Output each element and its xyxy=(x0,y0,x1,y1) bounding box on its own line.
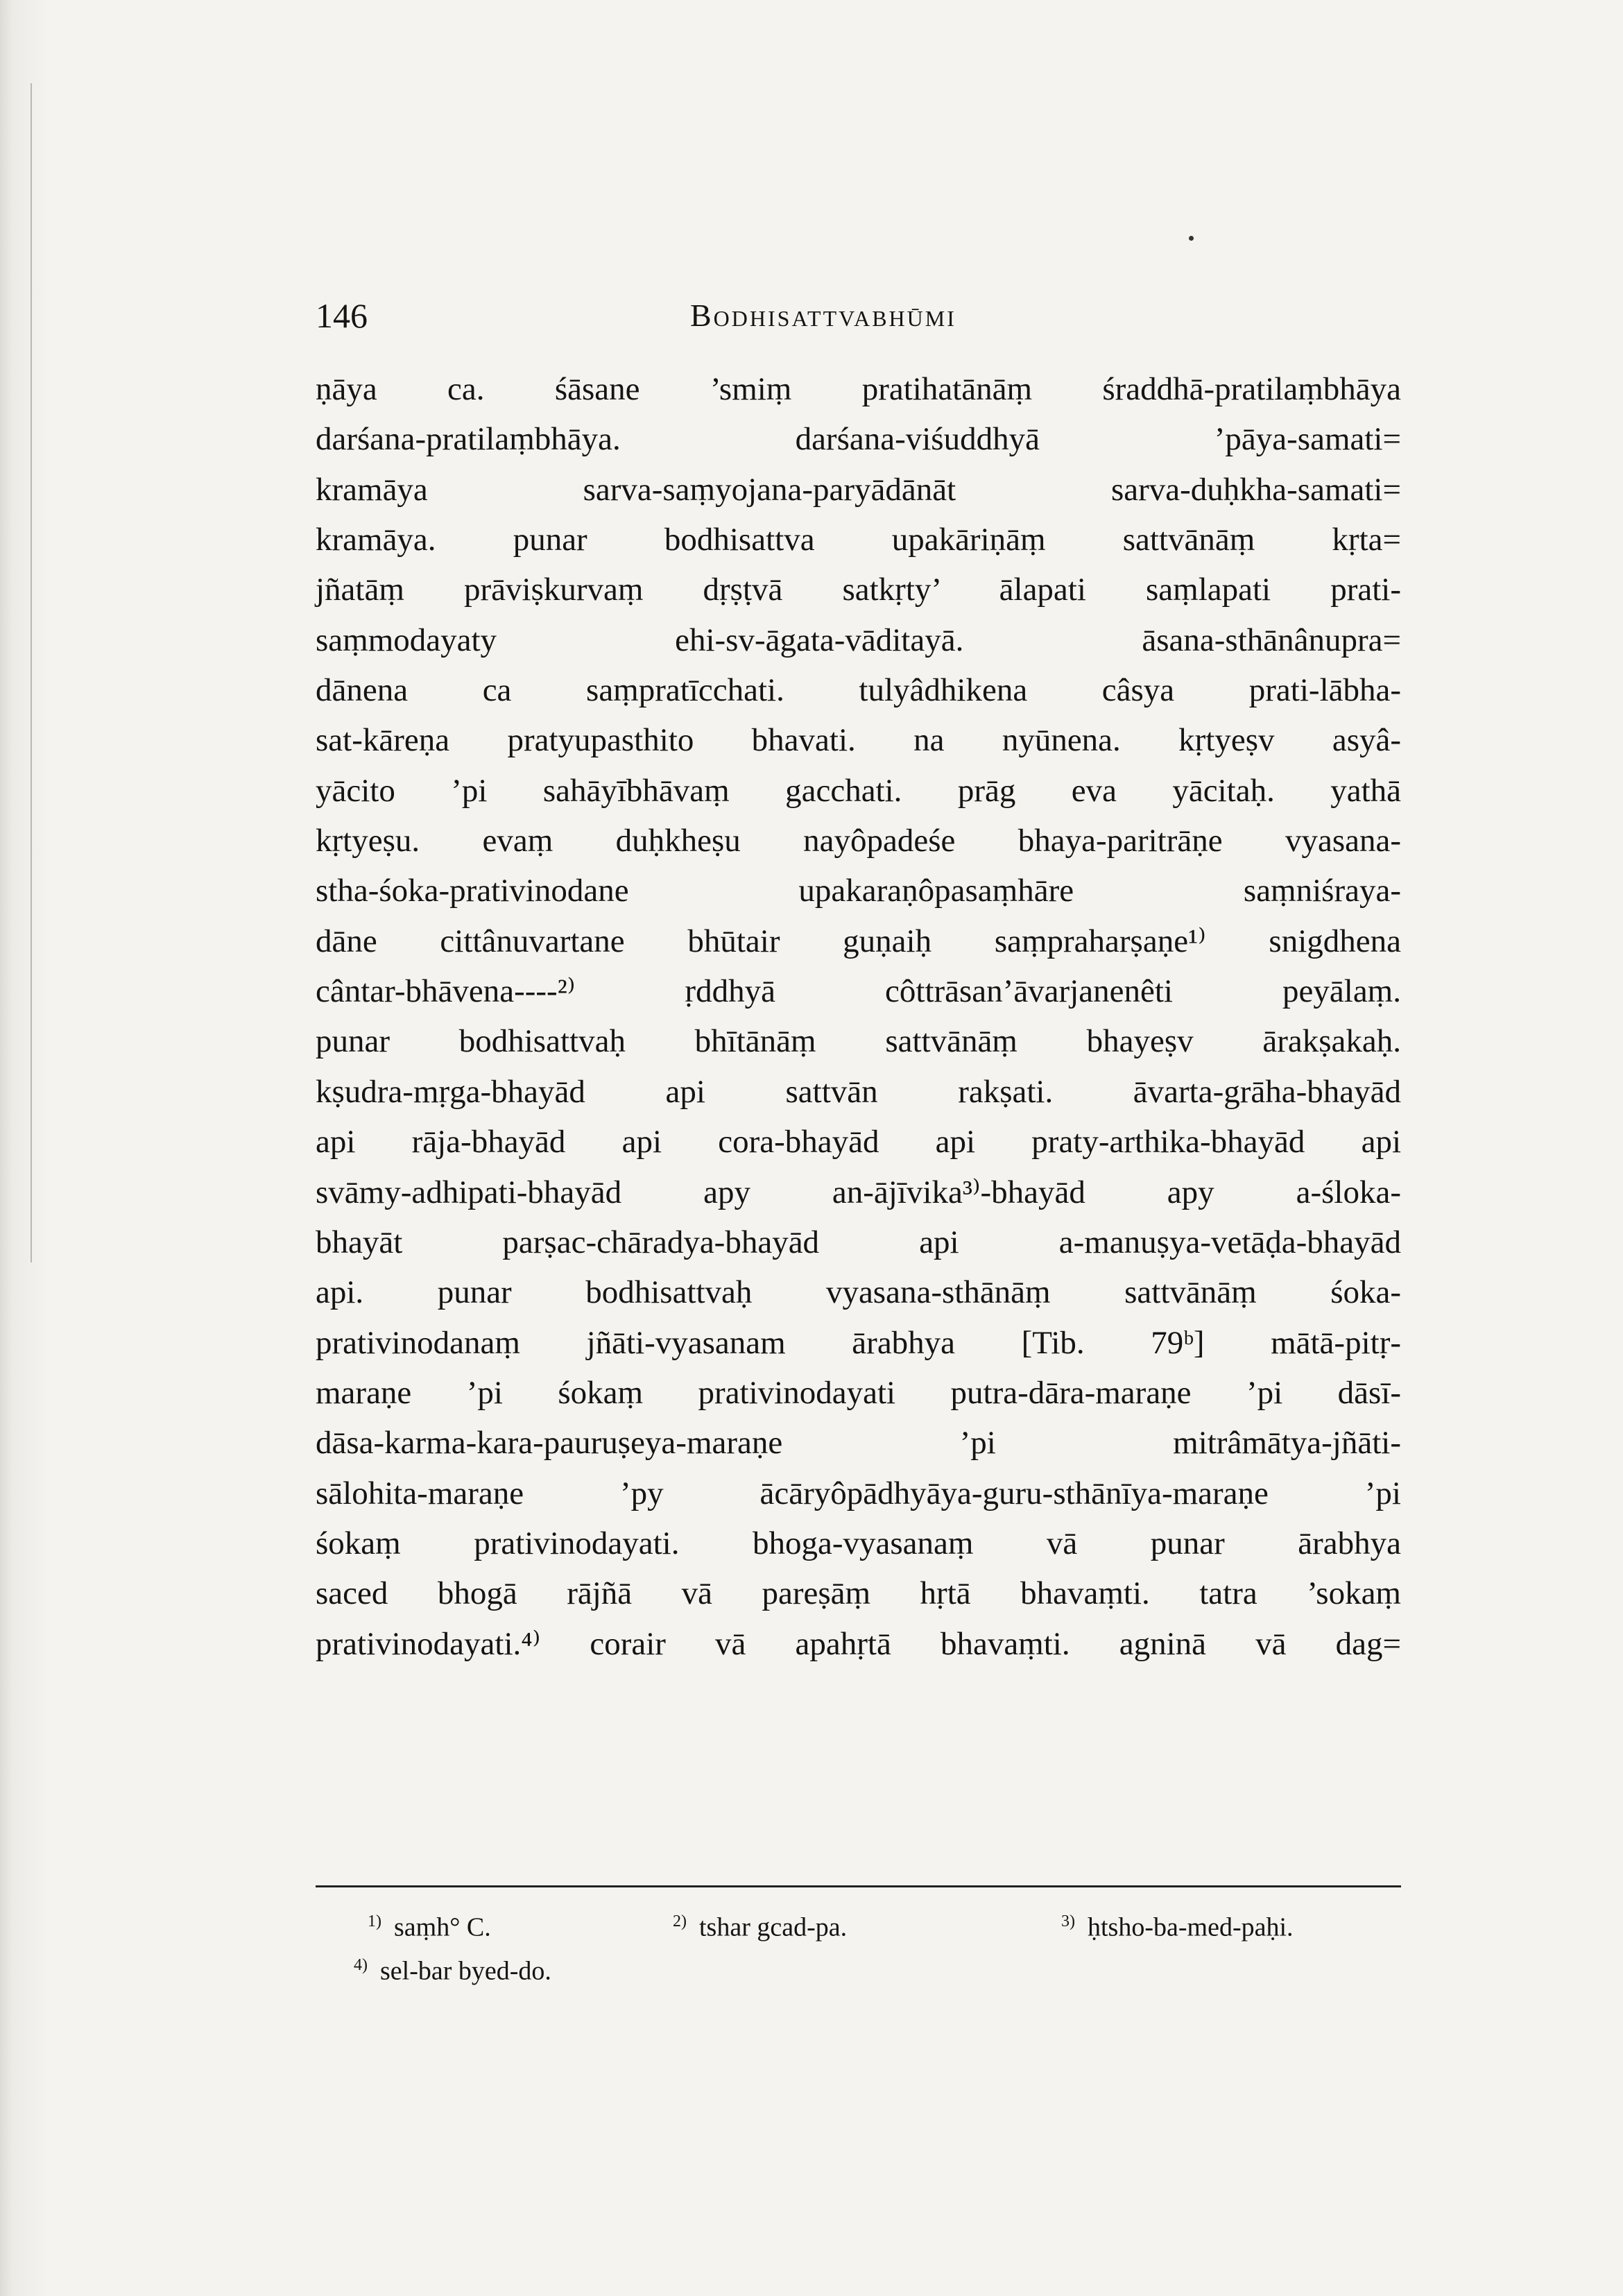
text-line: kṣudra-mṛga-bhayād api sattvān rakṣati. āvarta-grāha-bhayād xyxy=(316,1073,1401,1110)
text-line: api rāja-bhayād api cora-bhayād api praty-arthika-bhayād api xyxy=(316,1124,1401,1160)
text-line: saṃmodayaty ehi-sv-āgata-vāditayā. āsana-sthānânupra= xyxy=(316,622,1401,658)
text-line: jñatāṃ prāviṣkurvaṃ dṛṣṭvā satkṛty’ ālapati saṃlapati prati- xyxy=(316,572,1401,608)
text-line: maraṇe ’pi śokaṃ prativinodayati putra-dāra-maraṇe ’pi dāsī- xyxy=(316,1374,1401,1411)
text-line: darśana-pratilaṃbhāya. darśana-viśuddhyā ’pāya-samati= xyxy=(316,421,1401,458)
footnote-3-mark: 3) xyxy=(1061,1912,1075,1930)
text-line: prativinodanaṃ jñāti-vyasanam ārabhya [Tib. 79ᵇ] mātā-pitṛ- xyxy=(316,1324,1401,1361)
footnote-separator-rule xyxy=(316,1885,1401,1887)
text-line: prativinodayati.⁴⁾ corair vā apahṛtā bhavaṃti. agninā vā dag= xyxy=(316,1625,1401,1662)
text-line: śokaṃ prativinodayati. bhoga-vyasanaṃ vā punar ārabhya xyxy=(316,1525,1401,1561)
text-line: stha-śoka-prativinodane upakaraṇôpasaṃhāre saṃniśraya- xyxy=(316,873,1401,909)
text-line: saced bhogā rājñā vā pareṣāṃ hṛtā bhavaṃti. tatra ’sokaṃ xyxy=(316,1575,1401,1612)
body-text xyxy=(316,364,1401,1669)
footnote-2 xyxy=(673,1904,847,1945)
text-line: sālohita-maraṇe ’py ācāryôpādhyāya-guru-sthānīya-maraṇe ’pi xyxy=(316,1475,1401,1511)
page-number: 146 xyxy=(316,296,368,335)
binding-edge-line xyxy=(31,83,32,1262)
text-line: kramāya. punar bodhisattva upakāriṇāṃ sattvānāṃ kṛta= xyxy=(316,522,1401,558)
ink-speck xyxy=(1189,236,1194,241)
text-line: kṛtyeṣu. evaṃ duḥkheṣu nayôpadeśe bhaya-paritrāṇe vyasana- xyxy=(316,823,1401,859)
text-line: punar bodhisattvaḥ bhītānāṃ sattvānāṃ bhayeṣv ārakṣakaḥ. xyxy=(316,1023,1401,1060)
text-line: svāmy-adhipati-bhayād apy an-ājīvika³⁾-bhayād apy a-śloka- xyxy=(316,1174,1401,1210)
text-line: kramāya sarva-saṃyojana-paryādānāt sarva-duḥkha-samati= xyxy=(316,471,1401,508)
page-binding-shadow xyxy=(0,0,49,2296)
text-line: api. punar bodhisattvaḥ vyasana-sthānāṃ sattvānāṃ śoka- xyxy=(316,1274,1401,1311)
page-header xyxy=(316,295,1401,336)
footnote-4 xyxy=(354,1948,551,1989)
text-line: cântar-bhāvena----²⁾ ṛddhyā côttrāsan’āvarjanenêti peyālaṃ. xyxy=(316,973,1401,1010)
running-title: Bodhisattvabhūmi xyxy=(690,298,956,333)
text-line: dāsa-karma-kara-pauruṣeya-maraṇe ’pi mitrâmātya-jñāti- xyxy=(316,1425,1401,1462)
footnote-2-mark: 2) xyxy=(673,1912,687,1930)
text-line: yācito ’pi sahāyībhāvaṃ gacchati. prāg eva yācitaḥ. yathā xyxy=(316,772,1401,809)
text-line: sat-kāreṇa pratyupasthito bhavati. na nyūnena. kṛtyeṣv asyâ- xyxy=(316,722,1401,759)
text-line: dānena ca saṃpratīcchati. tulyâdhikena câsya prati-lābha- xyxy=(316,672,1401,709)
footnote-1-text: saṃh° C. xyxy=(394,1912,491,1942)
footnote-1 xyxy=(368,1904,491,1945)
footnote-4-mark: 4) xyxy=(354,1956,368,1974)
footnote-2-text: tshar gcad-pa. xyxy=(699,1912,848,1942)
footnote-4-text: sel-bar byed-do. xyxy=(380,1956,551,1986)
footnote-3-text: ḥtsho-ba-med-paḥi. xyxy=(1088,1912,1294,1942)
footnote-3 xyxy=(1061,1904,1294,1945)
text-line: bhayāt parṣac-chāradya-bhayād api a-manuṣya-vetāḍa-bhayād xyxy=(316,1224,1401,1260)
text-line: dāne cittânuvartane bhūtair guṇaiḥ saṃpraharṣaṇe¹⁾ snigdhena xyxy=(316,923,1401,959)
footnote-1-mark: 1) xyxy=(368,1912,381,1930)
text-line: ṇāya ca. śāsane ’smiṃ pratihatānāṃ śraddhā-pratilaṃbhāya xyxy=(316,371,1401,407)
